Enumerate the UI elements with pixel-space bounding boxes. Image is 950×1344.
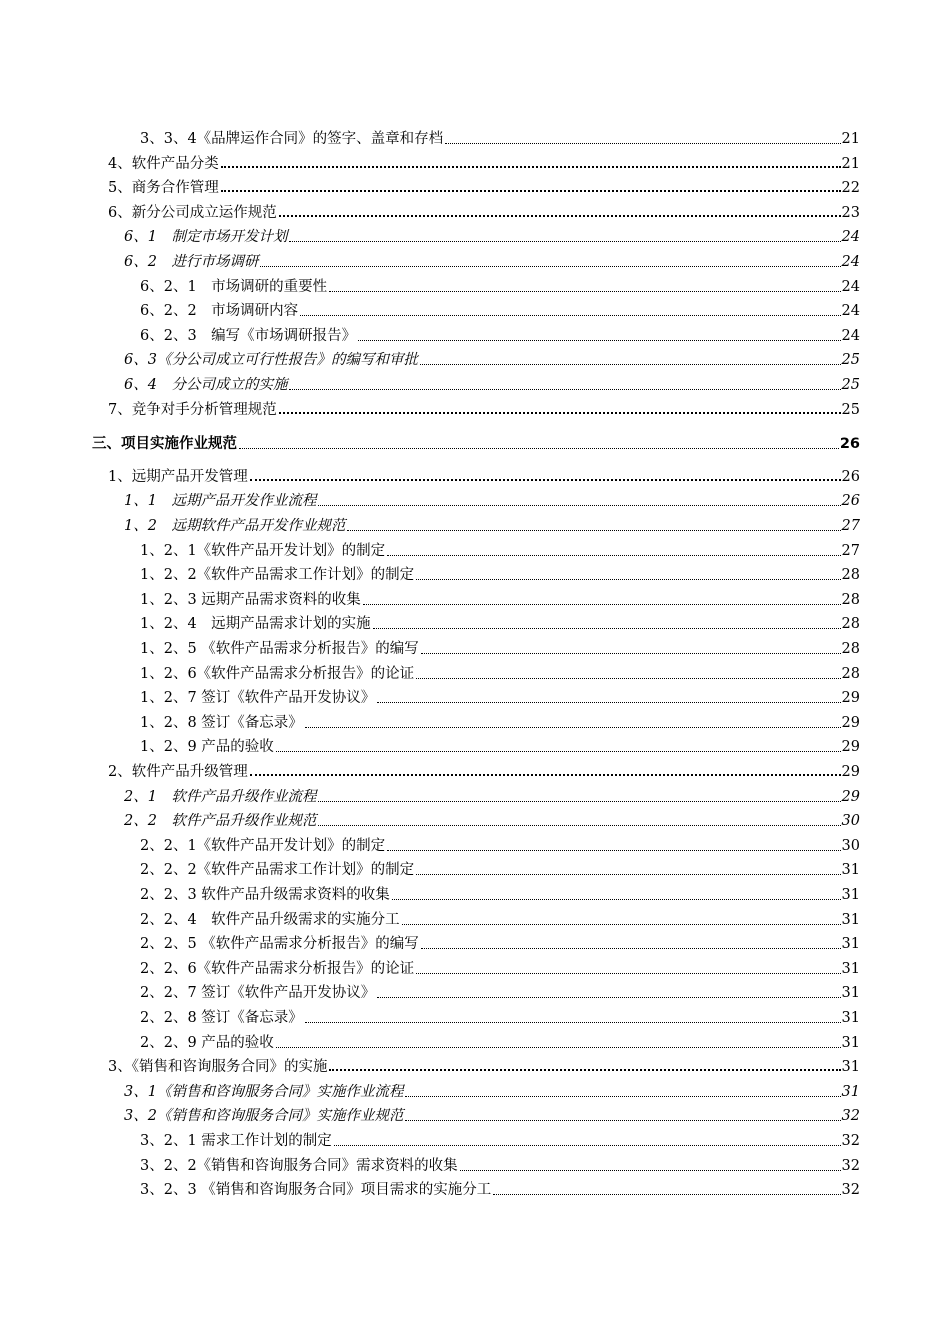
dot-leader	[387, 850, 840, 851]
toc-entry-page-number: 28	[841, 591, 860, 608]
toc-entry-title: 1、2、8 签订《备忘录》	[140, 714, 303, 731]
toc-entry-page-number: 26	[841, 468, 860, 485]
toc-entry-page-number: 32	[841, 1133, 860, 1149]
toc-entry-title: 6、2、3 编写《市场调研报告》	[140, 327, 357, 344]
toc-entry-page-number: 28	[841, 567, 860, 584]
dot-leader	[329, 291, 840, 292]
toc-entry-title: 1、2、3 远期产品需求资料的收集	[140, 591, 361, 608]
toc-entry[interactable]	[108, 1054, 860, 1076]
toc-entry-title: 1、1 远期产品开发作业流程	[124, 493, 317, 510]
toc-entry[interactable]	[124, 347, 860, 369]
toc-entry[interactable]	[140, 611, 860, 633]
toc-entry[interactable]	[140, 931, 860, 953]
toc-entry-title: 2、2 软件产品升级作业规范	[124, 813, 317, 830]
toc-entry[interactable]	[140, 323, 860, 345]
toc-entry[interactable]	[140, 538, 860, 560]
toc-entry-page-number: 29	[841, 788, 860, 805]
toc-entry-title: 1、2、5 《软件产品需求分析报告》的编写	[140, 641, 419, 657]
dot-leader	[318, 825, 840, 826]
toc-entry[interactable]	[140, 636, 860, 658]
toc-entry[interactable]	[140, 298, 860, 320]
toc-entry-page-number: 31	[841, 887, 860, 903]
toc-entry[interactable]	[124, 488, 860, 510]
toc-entry-page-number: 28	[841, 616, 860, 633]
toc-entry-title: 2、2、8 签订《备忘录》	[140, 1010, 303, 1026]
toc-entry-page-number: 22	[841, 180, 860, 197]
toc-entry[interactable]	[140, 980, 860, 1002]
dot-leader	[377, 702, 840, 703]
toc-entry-title: 5、商务合作管理	[108, 180, 219, 197]
toc-entry-title: 2、2、4 软件产品升级需求的实施分工	[140, 911, 400, 928]
toc-entry[interactable]	[140, 907, 860, 929]
toc-entry[interactable]	[124, 249, 860, 271]
toc-entry-page-number: 28	[841, 641, 860, 657]
toc-entry-title: 6、新分公司成立运作规范	[108, 204, 277, 221]
toc-entry[interactable]	[124, 224, 860, 246]
toc-entry-title: 1、2 远期软件产品开发作业规范	[124, 518, 346, 534]
toc-entry-title: 6、2、1 市场调研的重要性	[140, 278, 328, 295]
toc-entry-title: 3、2《销售和咨询服务合同》实施作业规范	[124, 1108, 404, 1125]
toc-entry-title: 2、2、6《软件产品需求分析报告》的论证	[140, 960, 415, 977]
toc-entry-page-number: 31	[841, 960, 860, 977]
dot-leader	[279, 215, 841, 217]
toc-entry-title: 6、2、2 市场调研内容	[140, 303, 299, 320]
toc-entry-title: 1、2、7 签订《软件产品开发协议》	[140, 690, 376, 707]
toc-entry[interactable]	[124, 372, 860, 394]
toc-entry-page-number: 25	[841, 377, 860, 393]
dot-leader	[221, 190, 841, 192]
toc-entry[interactable]	[140, 562, 860, 584]
toc-entry-title: 2、软件产品升级管理	[108, 764, 248, 780]
toc-entry-page-number: 30	[841, 813, 860, 830]
toc-entry-title: 3、3、4《品牌运作合同》的签字、盖章和存档	[140, 131, 444, 147]
toc-entry-page-number: 32	[841, 1108, 860, 1125]
toc-entry-title: 三、项目实施作业规范	[92, 436, 237, 453]
toc-entry-page-number: 24	[841, 229, 860, 246]
toc-entry[interactable]	[124, 784, 860, 806]
toc-entry-page-number: 29	[841, 690, 860, 707]
toc-entry[interactable]	[140, 685, 860, 707]
dot-leader	[250, 774, 841, 776]
toc-entry-page-number: 24	[841, 327, 860, 344]
toc-entry-title: 6、4 分公司成立的实施	[124, 377, 288, 393]
toc-entry-title: 3、2、3 《销售和咨询服务合同》项目需求的实施分工	[140, 1182, 492, 1199]
toc-entry[interactable]	[124, 1079, 860, 1101]
toc-entry-title: 6、1 制定市场开发计划	[124, 229, 288, 246]
toc-entry[interactable]	[140, 710, 860, 732]
dot-leader	[392, 899, 841, 900]
dot-leader	[221, 166, 841, 168]
toc-entry-page-number: 23	[841, 204, 860, 221]
toc-entry-title: 6、2 进行市场调研	[124, 254, 259, 270]
toc-entry-page-number: 31	[841, 862, 860, 879]
toc-entry-title: 2、2、2《软件产品需求工作计划》的制定	[140, 862, 415, 879]
toc-entry-page-number: 31	[841, 911, 860, 928]
toc-entry-page-number: 29	[841, 764, 860, 780]
toc-entry-title: 3、2、1 需求工作计划的制定	[140, 1133, 332, 1149]
toc-entry[interactable]	[140, 126, 860, 148]
toc-entry-page-number: 28	[841, 665, 860, 682]
toc-entry[interactable]	[92, 431, 860, 453]
toc-entry-page-number: 25	[841, 401, 860, 418]
dot-leader	[405, 1120, 840, 1121]
toc-entry[interactable]	[124, 808, 860, 830]
toc-entry[interactable]	[108, 397, 860, 419]
toc-entry-page-number: 32	[841, 1157, 860, 1174]
toc-entry[interactable]	[140, 274, 860, 296]
toc-entry-page-number: 26	[841, 493, 860, 510]
toc-entry-page-number: 31	[841, 1083, 860, 1100]
toc-entry-page-number: 32	[841, 1182, 860, 1199]
toc-entry[interactable]	[140, 956, 860, 978]
dot-leader	[373, 628, 841, 629]
toc-entry-title: 1、远期产品开发管理	[108, 468, 248, 485]
toc-entry-page-number: 24	[841, 254, 860, 270]
toc-entry-page-number: 26	[839, 436, 860, 453]
toc-entry[interactable]	[140, 734, 860, 756]
dot-leader	[329, 1069, 840, 1071]
toc-entry[interactable]	[140, 1030, 860, 1052]
dot-leader	[402, 924, 841, 925]
dot-leader	[416, 579, 840, 580]
toc-entry-title: 2、2、7 签订《软件产品开发协议》	[140, 985, 376, 1002]
dot-leader	[260, 266, 840, 267]
toc-entry-page-number: 31	[841, 1034, 860, 1051]
toc-entry[interactable]	[140, 833, 860, 855]
toc-entry[interactable]	[108, 200, 860, 222]
dot-leader	[416, 973, 840, 974]
dot-leader	[416, 678, 840, 679]
toc-entry-title: 3、《销售和咨询服务合同》的实施	[108, 1059, 328, 1076]
toc-entry[interactable]	[140, 587, 860, 609]
dot-leader	[305, 727, 841, 728]
toc-entry[interactable]	[108, 175, 860, 197]
toc-entry[interactable]	[140, 1128, 860, 1150]
toc-entry-page-number: 21	[841, 131, 860, 147]
toc-entry-page-number: 29	[841, 714, 860, 731]
dot-leader	[347, 530, 840, 531]
dot-leader	[421, 948, 841, 949]
toc-entry-title: 3、2、2《销售和咨询服务合同》需求资料的收集	[140, 1157, 458, 1174]
dot-leader	[334, 1145, 841, 1146]
toc-entry-title: 7、竞争对手分析管理规范	[108, 401, 277, 418]
toc-entry-page-number: 27	[841, 518, 860, 534]
dot-leader	[493, 1194, 840, 1195]
dot-leader	[445, 143, 840, 144]
toc-entry-title: 2、2、9 产品的验收	[140, 1034, 274, 1051]
toc-entry-title: 3、1《销售和咨询服务合同》实施作业流程	[124, 1083, 404, 1100]
dot-leader	[318, 505, 840, 506]
toc-entry[interactable]	[108, 759, 860, 781]
toc-entry[interactable]	[124, 1103, 860, 1125]
toc-entry[interactable]	[140, 1153, 860, 1175]
dot-leader	[387, 555, 840, 556]
toc-entry-title: 4、软件产品分类	[108, 155, 219, 172]
toc-entry[interactable]	[108, 464, 860, 486]
toc-entry-title: 2、1 软件产品升级作业流程	[124, 788, 317, 805]
toc-entry-title: 2、2、5 《软件产品需求分析报告》的编写	[140, 936, 419, 953]
dot-leader	[460, 1170, 841, 1171]
toc-entry[interactable]	[140, 857, 860, 879]
toc-entry-page-number: 31	[841, 936, 860, 953]
dot-leader	[300, 315, 840, 316]
dot-leader	[421, 653, 841, 654]
toc-entry[interactable]	[108, 151, 860, 173]
dot-leader	[405, 1096, 840, 1097]
toc-entry[interactable]	[140, 661, 860, 683]
toc-entry-title: 1、2、4 远期产品需求计划的实施	[140, 616, 371, 633]
dot-leader	[250, 479, 841, 481]
toc-entry-page-number: 31	[841, 1010, 860, 1026]
toc-entry-page-number: 29	[841, 739, 860, 756]
dot-leader	[289, 241, 840, 242]
toc-entry[interactable]	[140, 1177, 860, 1199]
dot-leader	[358, 340, 840, 341]
toc-entry-title: 2、2、1《软件产品开发计划》的制定	[140, 837, 386, 854]
toc-entry-page-number: 21	[841, 155, 860, 172]
toc-entry-page-number: 30	[841, 837, 860, 854]
dot-leader	[276, 1047, 841, 1048]
toc-entry-title: 1、2、9 产品的验收	[140, 739, 274, 756]
toc-entry[interactable]	[140, 882, 860, 904]
toc-entry-page-number: 27	[841, 542, 860, 559]
toc-entry-page-number: 31	[841, 1059, 860, 1076]
dot-leader	[305, 1022, 841, 1023]
dot-leader	[279, 412, 841, 414]
toc-entry-title: 1、2、1《软件产品开发计划》的制定	[140, 542, 386, 559]
dot-leader	[363, 604, 841, 605]
toc-entry-title: 6、3《分公司成立可行性报告》的编写和审批	[124, 352, 418, 369]
toc-entry-title: 1、2、6《软件产品需求分析报告》的论证	[140, 665, 415, 682]
toc-entry-title: 2、2、3 软件产品升级需求资料的收集	[140, 887, 390, 903]
dot-leader	[318, 801, 840, 802]
toc-entry-page-number: 31	[841, 985, 860, 1002]
toc-entry-page-number: 24	[841, 278, 860, 295]
dot-leader	[377, 997, 840, 998]
dot-leader	[416, 874, 840, 875]
toc-entry[interactable]	[124, 513, 860, 535]
toc-entry-page-number: 24	[841, 303, 860, 320]
dot-leader	[239, 448, 839, 449]
toc-entry[interactable]	[140, 1005, 860, 1027]
toc-entry-title: 1、2、2《软件产品需求工作计划》的制定	[140, 567, 415, 584]
dot-leader	[420, 364, 841, 365]
toc-entry-page-number: 25	[841, 352, 860, 369]
dot-leader	[276, 751, 841, 752]
dot-leader	[289, 389, 840, 390]
